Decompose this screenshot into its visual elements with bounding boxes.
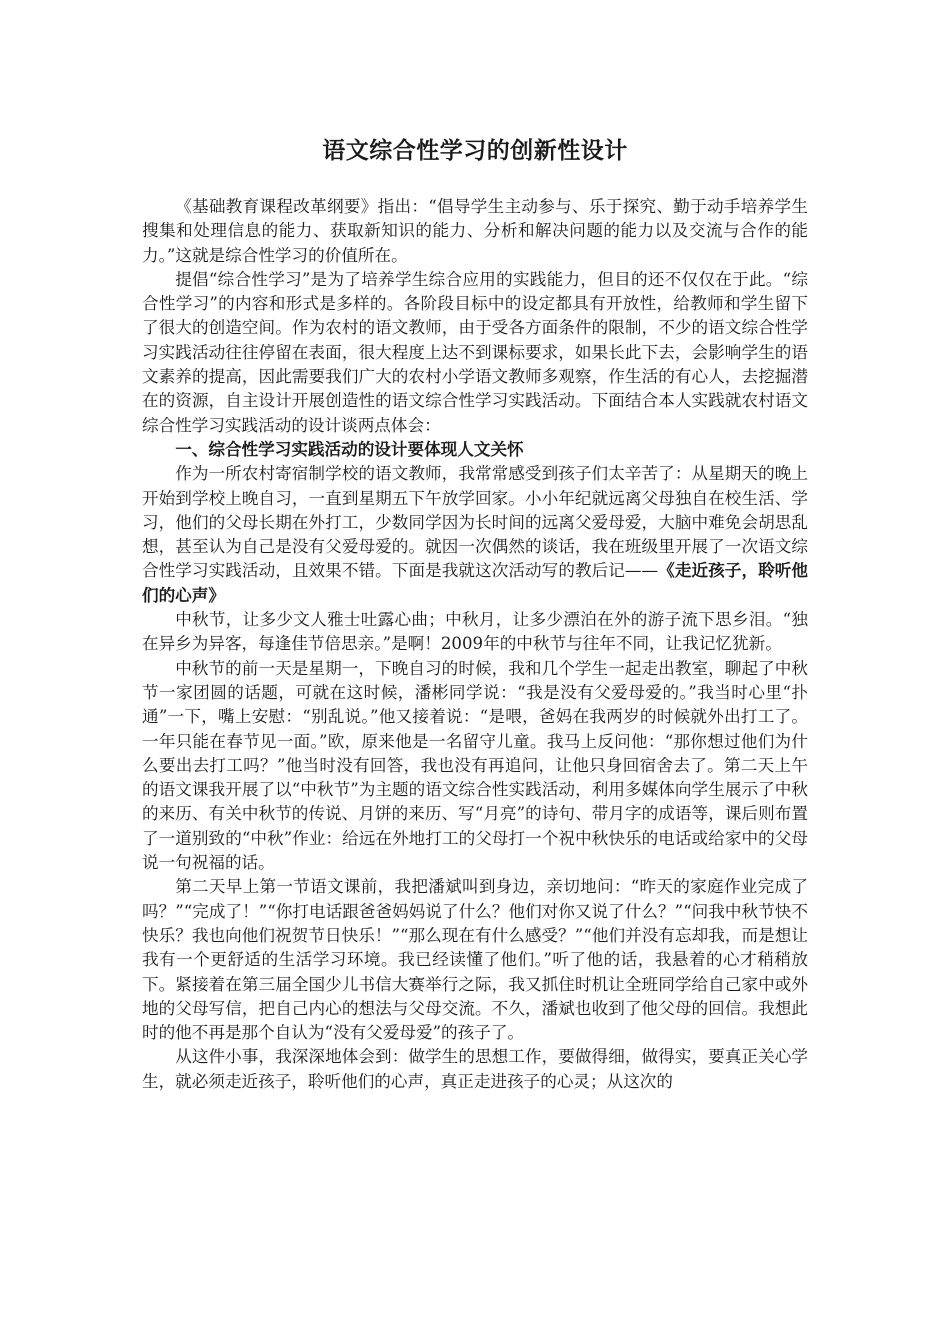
paragraph-2: 提倡“综合性学习”是为了培养学生综合应用的实践能力，但目的还不仅仅在于此。“综合性学习”的内容和形式是多样的。各阶段目标中的设定都具有开放性，给教师和学生留下了很大的创造空间。作为农村的语文教师，由于受各方面条件的限制，不少的语文综合性学习实践活动往往停留在表面，很大程度上达不到课标要求，如果长此下去，会影响学生的语文素养的提高，因此需要我们广大的农村小学语文教师多观察，作生活的有心人，去挖掘潜在的资源，自主设计开展创造性的语文综合性学习实践活动。下面结合本人实践就农村语文综合性学习实践活动的设计谈两点体会： <box>142 269 808 435</box>
paragraph-1: 《基础教育课程改革纲要》指出：“倡导学生主动参与、乐于探究、勤于动手培养学生搜集和处理信息的能力、获取新知识的能力、分析和解决问题的能力以及交流与合作的能力。”这就是综合性学习的价值所在。 <box>142 197 808 265</box>
section-heading-1: 一、综合性学习实践活动的设计要体现人文关怀 <box>175 439 524 459</box>
paragraph-7: 从这件小事，我深深地体会到：做学生的思想工作，要做得细，做得实，要真正关心学生，就必须走近孩子，聆听他们的心声，真正走进孩子的心灵；从这次的 <box>142 1047 808 1091</box>
document-title: 语文综合性学习的创新性设计 <box>322 138 628 164</box>
paragraph-3 <box>142 462 808 608</box>
essay-title: 《走近孩子，聆听他们的心声》 <box>142 561 809 605</box>
paragraph-3-text: 作为一所农村寄宿制学校的语文教师，我常常感受到孩子们太辛苦了：从星期天的晚上开始到学校上晚自习，一直到星期五下午放学回家。小小年纪就远离父母独自在校生活、学习，他们的父母长期在外打工，少数同学因为长时间的远离父爱母爱，大脑中难免会胡思乱想，甚至认为自己是没有父爱母爱的。就因一次偶然的谈话，我在班级里开展了一次语文综合性学习实践活动，且效果不错。下面是我就这次活动写的教后记—— <box>142 464 808 581</box>
document-body <box>142 195 808 1094</box>
paragraph-4: 中秋节，让多少文人雅士吐露心曲；中秋月，让多少漂泊在外的游子流下思乡泪。“独在异乡为异客，每逢佳节倍思亲。”是啊！2009年的中秋节与往年不同，让我记忆犹新。 <box>142 610 808 654</box>
paragraph-5: 中秋节的前一天是星期一，下晚自习的时候，我和几个学生一起走出教室，聊起了中秋节一家团圆的话题，可就在这时候，潘彬同学说：“我是没有父爱母爱的。”我当时心里“扑通”一下，嘴上安慰：“别乱说。”他又接着说：“是喂，爸妈在我两岁的时候就外出打工了。一年只能在春节见一面。”欧，原来他是一名留守儿童。我马上反问他：“那你想过他们为什么要出去打工吗？”他当时没有回答，我也没有再追问，让他只身回宿舍去了。第二天上午的语文课我开展了以“中秋节”为主题的语文综合性实践活动，利用多媒体向学生展示了中秋的来历、有关中秋节的传说、月饼的来历、写“月亮”的诗句、带月字的成语等，课后则布置了一道别致的“中秋”作业：给远在外地打工的父母打一个祝中秋快乐的电话或给家中的父母说一句祝福的话。 <box>142 658 808 873</box>
paragraph-6: 第二天早上第一节语文课前，我把潘斌叫到身边，亲切地问：“昨天的家庭作业完成了吗？”“完成了！”“你打电话跟爸爸妈妈说了什么？他们对你又说了什么？”“问我中秋节快不快乐？我也向他们祝贺节日快乐！”“那么现在有什么感受？”“他们并没有忘却我，而是想让我有一个更舒适的生活学习环境。我已经读懂了他们。”听了他的话，我悬着的心才稍稍放下。紧接着在第三届全国少儿书信大赛举行之际，我又抓住时机让全班同学给自己家中或外地的父母写信，把自己内心的想法与父母交流。不久，潘斌也收到了他父母的回信。我想此时的他不再是那个自认为“没有父爱母爱”的孩子了。 <box>142 877 808 1043</box>
document-page <box>142 126 808 1094</box>
